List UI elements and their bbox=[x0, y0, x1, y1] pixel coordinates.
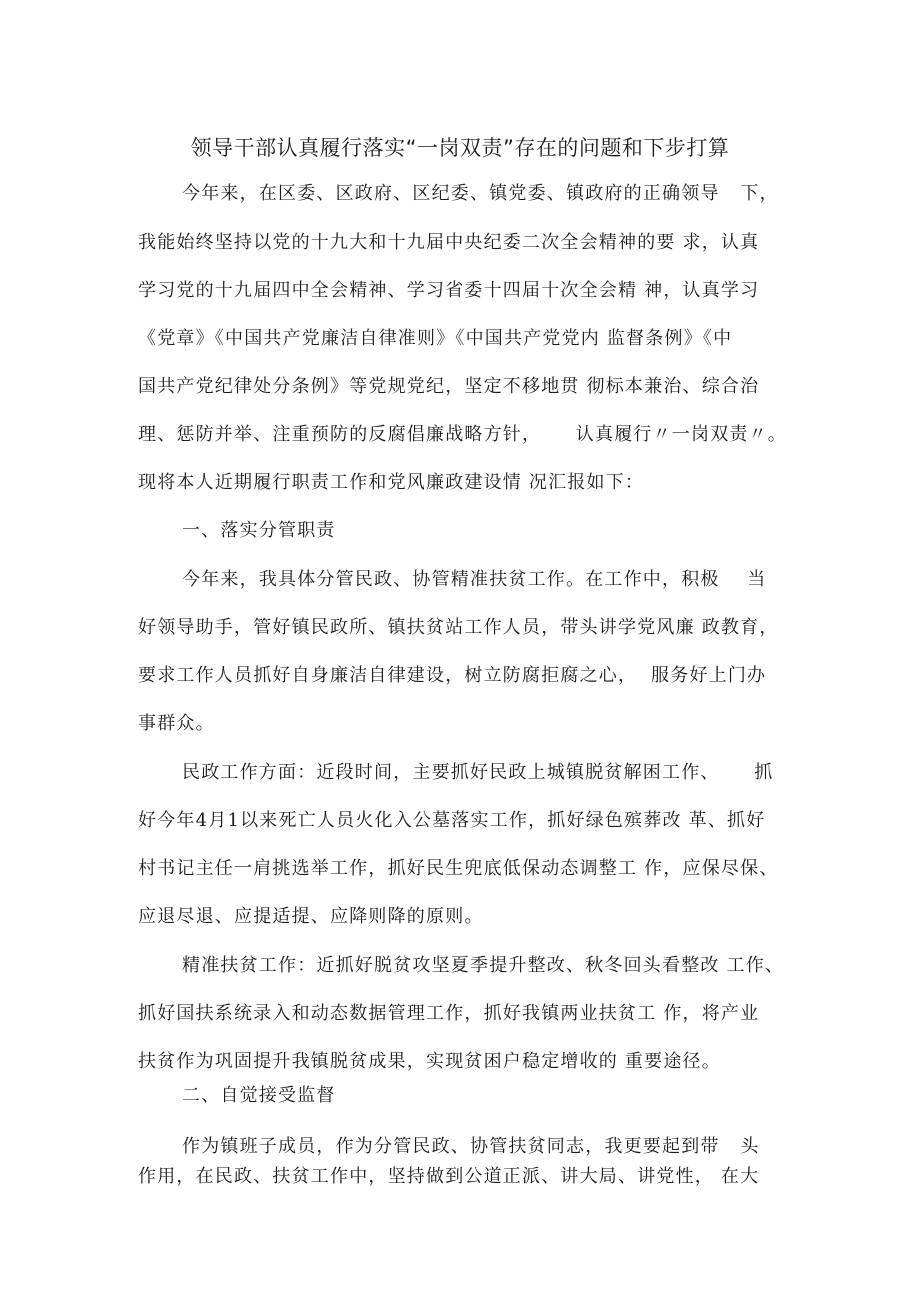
paragraph-line: 学习党的十九届四中全会精神、学习省委十四届十次全会精 神，认真学习 bbox=[138, 280, 760, 301]
paragraph-line: 国共产党纪律处分条例》等党规党纪，坚定不移地贯 彻标本兼治、综合治 bbox=[138, 376, 760, 397]
paragraph-line: 扶贫作为巩固提升我镇脱贫成果，实现贫困户稳定增收的 重要途径。 bbox=[138, 1051, 721, 1072]
paragraph-line: 抓好国扶系统录入和动态数据管理工作，抓好我镇两业扶贫工 作，将产业 bbox=[138, 1003, 760, 1024]
section-heading: 二、自觉接受监督 bbox=[182, 1085, 336, 1106]
paragraph-line: 好今年4月1以来死亡人员火化入公墓落实工作，抓好绿色殡葬改 革、抓好 bbox=[138, 810, 766, 831]
paragraph-line: 民政工作方面：近段时间，主要抓好民政上城镇脱贫解困工作、 抓 bbox=[182, 762, 774, 783]
paragraph-line: 现将本人近期履行职责工作和党风廉政建设情 况汇报如下： bbox=[138, 472, 645, 493]
paragraph-line: 我能始终坚持以党的十九大和十九届中央纪委二次全会精神的要 求，认真 bbox=[138, 232, 760, 253]
paragraph-line: 《党章》《中国共产党廉洁自律准则》《中国共产党党内 监督条例》《中 bbox=[138, 328, 733, 349]
document-title: 领导干部认真履行落实“一岗双责”存在的问题和下步打算 bbox=[190, 136, 730, 160]
paragraph-line: 应退尽退、应提适提、应降则降的原则。 bbox=[138, 906, 484, 927]
paragraph-line: 精准扶贫工作：近抓好脱贫攻坚夏季提升整改、秋冬回头看整改 工作、 bbox=[182, 955, 785, 976]
paragraph-line: 事群众。 bbox=[138, 713, 215, 734]
paragraph-line: 作为镇班子成员，作为分管民政、协管扶贫同志，我更要起到带 头 bbox=[182, 1136, 760, 1157]
paragraph-line: 好领导助手，管好镇民政所、镇扶贫站工作人员，带头讲学党风廉 政教育， bbox=[138, 617, 779, 638]
paragraph-line: 作用，在民政、扶贫工作中，坚持做到公道正派、讲大局、讲党性， 在大 bbox=[138, 1166, 760, 1187]
paragraph-line: 要求工作人员抓好自身廉洁自律建设，树立防腐拒腐之心， 服务好上门办 bbox=[138, 665, 767, 686]
paragraph-line: 理、惩防并举、注重预防的反腐倡廉战略方针， 认真履行〃一岗双责〃。 bbox=[138, 424, 788, 445]
section-heading: 一、落实分管职责 bbox=[182, 520, 336, 541]
paragraph-line: 今年来，我具体分管民政、协管精准扶贫工作。在工作中，积极 当 bbox=[182, 569, 767, 590]
paragraph-line: 今年来，在区委、区政府、区纪委、镇党委、镇政府的正确领导 下， bbox=[182, 183, 779, 204]
paragraph-line: 村书记主任一肩挑选举工作，抓好民生兜底低保动态调整工 作，应保尽保、 bbox=[138, 858, 779, 879]
